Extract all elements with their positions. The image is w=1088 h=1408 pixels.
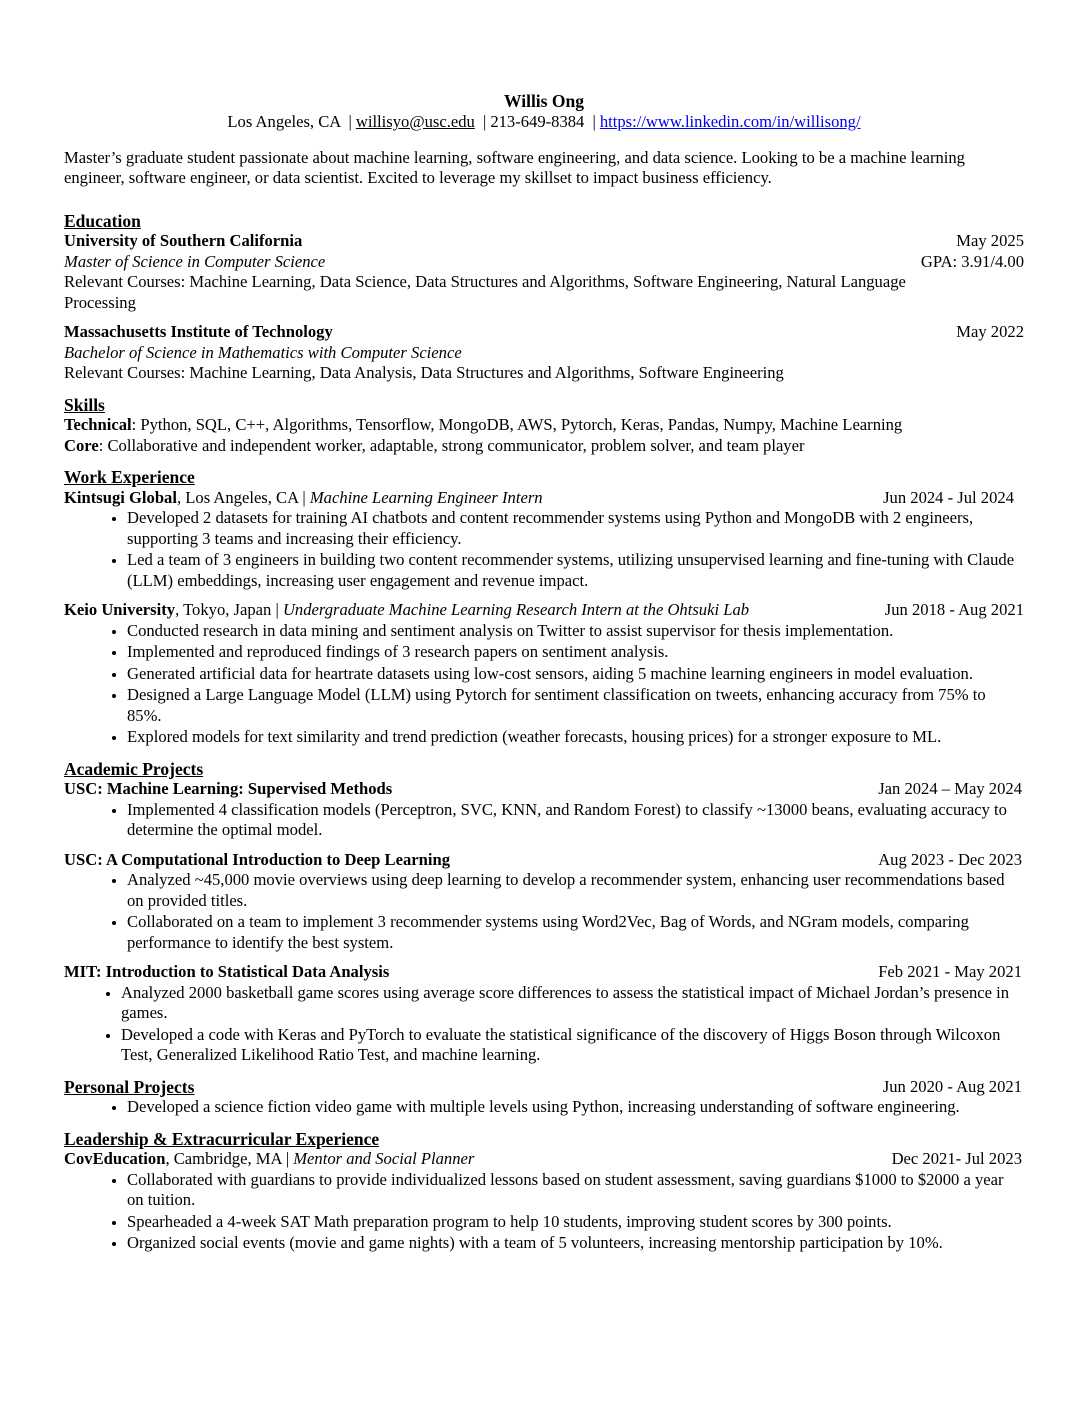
linkedin-link[interactable]: https://www.linkedin.com/in/willisong/ <box>599 112 861 131</box>
leadership-section <box>64 1129 1024 1254</box>
bullet-item: • Developed a code with Keras and PyTorch to evaluate the statistical significance of the discovery of Higgs Boson through Wilcoxon Test, Generalized Likelihood Ratio Test, and machine learning. <box>121 1025 1024 1066</box>
courses-text: Relevant Courses: Machine Learning, Data Science, Data Structures and Algorithms, Software Engineering, Natural Language Processing <box>64 272 906 312</box>
bullet-list <box>64 508 1024 591</box>
entry-date: Jun 2024 - Jul 2024 <box>883 487 1014 507</box>
bullet-item: • Designed a Large Language Model (LLM) using Pytorch for sentiment classification on tweets, enhancing accuracy from 75% to 85%. <box>127 685 1024 726</box>
skills-list: : Python, SQL, C++, Algorithms, Tensorflow, MongoDB, AWS, Pytorch, Keras, Pandas, Numpy, Machine Learning <box>131 415 903 434</box>
project-name: USC: A Computational Introduction to Deep Learning <box>64 849 450 869</box>
separator: | <box>302 487 306 507</box>
project-name: USC: Machine Learning: Supervised Methods <box>64 779 393 798</box>
degree-name: Bachelor of Science in Mathematics with Computer Science <box>64 342 462 362</box>
entry-date: Jun 2020 - Aug 2021 <box>882 1076 1022 1096</box>
bullet-item: • Developed 2 datasets for training AI chatbots and content recommender systems using Python and MongoDB with 2 engineers, supporting 3 teams and increasing their efficiency. <box>127 508 1024 549</box>
org-location: , Los Angeles, CA <box>176 487 303 507</box>
bullet-list <box>64 983 1024 1066</box>
separator: | <box>592 112 596 131</box>
skills-label: Core <box>64 435 99 455</box>
school-name: University of Southern California <box>64 231 303 250</box>
bullet-list <box>64 1097 1024 1118</box>
section-title-academic: Academic Projects <box>64 758 204 779</box>
phone-text: 213-649-8384 <box>490 112 585 131</box>
degree-name: Master of Science in Computer Science <box>64 251 326 271</box>
org-location: , Tokyo, Japan <box>175 600 276 619</box>
entry-date: Dec 2021- Jul 2023 <box>891 1149 1022 1168</box>
courses-text: Relevant Courses: Machine Learning, Data Analysis, Data Structures and Algorithms, Software Engineering <box>64 363 784 382</box>
bullet-item: • Developed a science fiction video game with multiple levels using Python, increasing understanding of software engineering. <box>127 1097 1024 1118</box>
separator: | <box>482 112 487 131</box>
project-entry <box>64 779 1024 841</box>
work-entry <box>64 488 1024 592</box>
skills-section <box>64 395 1024 457</box>
entry-date: Feb 2021 - May 2021 <box>878 962 1022 981</box>
org-name: CovEducation <box>64 1149 166 1168</box>
bullet-item: • Analyzed 2000 basketball game scores using average score differences to assess the statistical impact of Michael Jordan’s presence in games. <box>121 983 1024 1024</box>
entry-date: May 2025 <box>956 231 1024 250</box>
role-title: Undergraduate Machine Learning Research Intern at the Ohtsuki Lab <box>282 600 750 619</box>
role-title: Machine Learning Engineer Intern <box>309 487 543 507</box>
org-name: Kintsugi Global <box>64 487 177 507</box>
work-section <box>64 467 1024 748</box>
bullet-list <box>64 621 1024 748</box>
entry-date: Jan 2024 – May 2024 <box>878 779 1022 798</box>
separator: | <box>275 600 279 619</box>
project-name: MIT: Introduction to Statistical Data Analysis <box>64 962 390 981</box>
separator: | <box>348 112 352 131</box>
bullet-item: • Implemented 4 classification models (Perceptron, SVC, KNN, and Random Forest) to classify ~13000 beans, evaluating accuracy to determine the optimal model. <box>127 800 1024 841</box>
skills-label: Technical <box>64 415 132 434</box>
bullet-item: • Conducted research in data mining and sentiment analysis on Twitter to assist supervisor for thesis implementation. <box>127 621 1024 642</box>
entry-date: Aug 2023 - Dec 2023 <box>878 849 1022 869</box>
separator: | <box>285 1149 290 1168</box>
bullet-item: • Organized social events (movie and game nights) with a team of 5 volunteers, increasing mentorship participation by 10%. <box>127 1233 1024 1254</box>
section-title-education: Education <box>64 210 141 231</box>
school-name: Massachusetts Institute of Technology <box>64 322 333 341</box>
location-text: Los Angeles, CA <box>227 112 341 131</box>
gpa-text: GPA: 3.91/4.00 <box>920 251 1024 271</box>
education-entry <box>64 231 1024 313</box>
section-title-leadership: Leadership & Extracurricular Experience <box>64 1128 380 1149</box>
bullet-item: • Led a team of 3 engineers in building two content recommender systems, utilizing unsupervised learning and fine-tuning with Claude (LLM) embeddings, increasing user engagement and revenue impact. <box>127 550 1024 591</box>
summary-text: Master’s graduate student passionate about machine learning, software engineering, and data science. Looking to be a machine learning engineer, software engineer, or data scientist. Excited to leverage my skillset to impact business efficiency. <box>64 147 965 187</box>
bullet-item: • Analyzed ~45,000 movie overviews using deep learning to develop a recommender system, enhancing user recommendations based on provided titles. <box>127 870 1024 911</box>
bullet-item: • Collaborated with guardians to provide individualized lessons based on student assessment, saving guardians $1000 to $2000 a year on tuition. <box>127 1170 1024 1211</box>
bullet-item: • Spearheaded a 4-week SAT Math preparation program to help 10 students, improving student scores by 300 points. <box>127 1212 1024 1233</box>
bullet-item: • Generated artificial data for heartrate datasets using low-cost sensors, aiding 5 machine learning engineers in model evaluation. <box>127 664 1024 685</box>
resume-name: Willis Ong <box>504 91 584 111</box>
entry-date: Jun 2018 - Aug 2021 <box>884 600 1024 619</box>
bullet-item: • Explored models for text similarity and trend prediction (weather forecasts, housing prices) for a stronger exposure to ML. <box>127 727 1024 748</box>
personal-section <box>64 1077 1024 1118</box>
bullet-item: • Implemented and reproduced findings of 3 research papers on sentiment analysis. <box>127 642 1024 663</box>
skills-list: : Collaborative and independent worker, adaptable, strong communicator, problem solver, and team player <box>98 435 805 455</box>
education-section <box>64 211 1024 384</box>
academic-section <box>64 759 1024 1066</box>
work-entry <box>64 600 1024 748</box>
section-title-skills: Skills <box>64 394 105 415</box>
contact-line <box>64 112 1024 133</box>
bullet-list <box>64 800 1024 841</box>
bullet-list <box>64 870 1024 953</box>
project-entry <box>64 962 1024 1066</box>
education-entry <box>64 322 1024 384</box>
section-title-personal: Personal Projects <box>64 1076 195 1097</box>
bullet-list <box>64 1170 1024 1254</box>
skills-core <box>64 436 1024 457</box>
project-entry <box>64 850 1024 954</box>
section-title-work: Work Experience <box>64 467 195 487</box>
bullet-item: • Collaborated on a team to implement 3 recommender systems using Word2Vec, Bag of Words, and NGram models, comparing performance to identify the best system. <box>127 912 1024 953</box>
email-link[interactable]: willisyo@usc.edu <box>355 112 475 131</box>
role-title: Mentor and Social Planner <box>293 1149 475 1168</box>
entry-date: May 2022 <box>956 322 1024 341</box>
org-location: , Cambridge, MA <box>165 1149 286 1168</box>
skills-technical <box>64 415 1024 436</box>
org-name: Keio University <box>64 600 176 619</box>
